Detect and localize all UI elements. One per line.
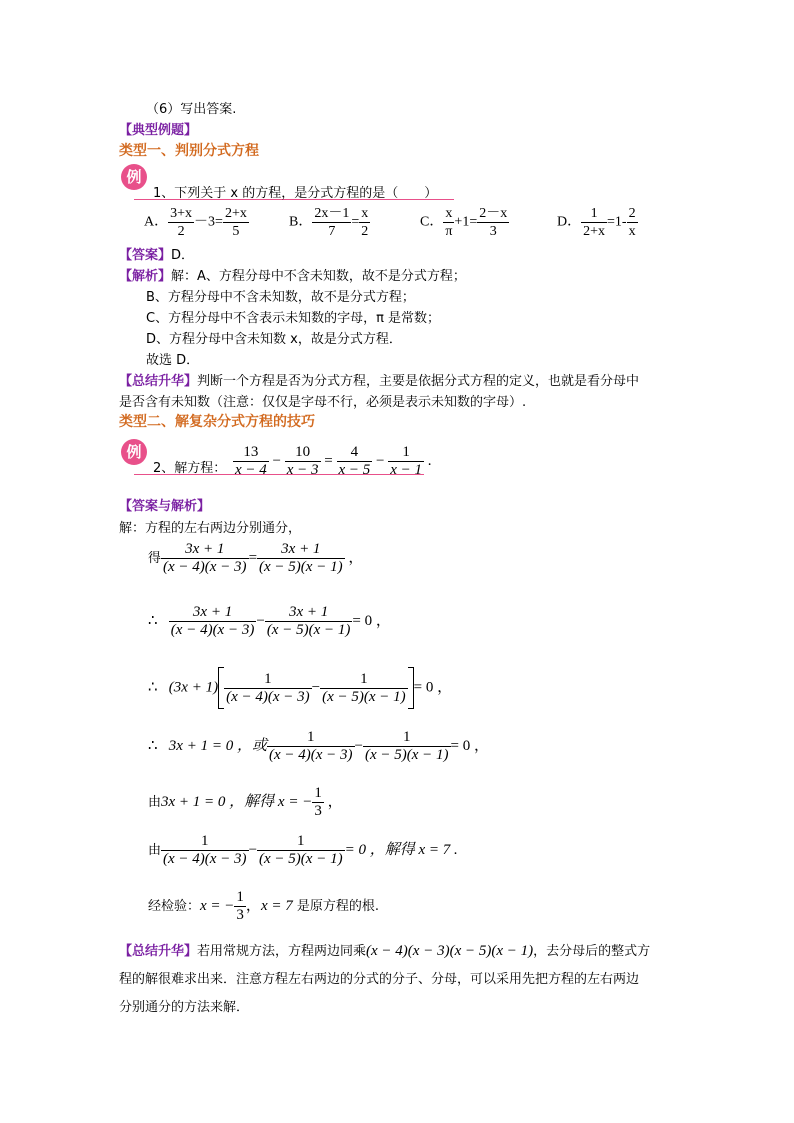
verification: 经检验：x = − $\frac{1}{3}$ ，x = 7 是原方程的根. <box>148 889 379 923</box>
step-root-2: 由 $\frac{1}{(x - 4)(x - 3)}$ − $\frac{1}{(x - 5)(x - 1)}$ = 0 ，解得 x = 7 . <box>148 833 458 867</box>
analysis-line-1: 【解析】解：A、方程分母中不含未知数，故不是分式方程； <box>119 269 466 284</box>
solution-intro: 解：方程的左右两边分别通分， <box>119 521 302 536</box>
answer-1: 【答案】D． <box>119 248 195 263</box>
section-heading-examples: 【典型例题】 <box>119 123 198 138</box>
step-difference: ∴ $\frac{3x + 1}{(x - 4)(x - 3)}$ − $\frac{3x + 1}{(x - 5)(x - 1)}$ = 0 ， <box>148 604 391 638</box>
summary-1-line-2: 是否含有未知数（注意：仅仅是字母不行，必须是表示未知数的字母）. <box>119 395 527 410</box>
answer-analysis-label: 【答案与解析】 <box>119 499 211 514</box>
analysis-line-3: C、方程分母中不含表示未知数的字母，π 是常数； <box>146 311 441 326</box>
step-common-denominator: 得 $\frac{3x + 1}{(x - 4)(x - 3)}$ = $\frac{3x + 1}{(x - 5)(x - 1)}$ ， <box>148 541 364 575</box>
option-d: D． $\frac{1}{2+x}$ =1- $\frac{2}{x}$ <box>557 206 636 239</box>
step-factor: ∴ (3x + 1) $\frac{1}{(x - 4)(x - 3)}$ − $\frac{1}{(x - 5)(x - 1)}$ = 0 ， <box>148 667 452 709</box>
option-a: A． $\frac{3+x}{2}$ －3= $\frac{2+x}{5}$ <box>144 206 247 239</box>
question-2: 2、解方程： <box>153 461 227 476</box>
question-1: 1、下列关于 x 的方程，是分式方程的是（ ） <box>153 186 438 201</box>
example-badge-icon: 例 <box>121 164 147 190</box>
summary-2-line-1: 【总结升华】若用常规方法，方程两边同乘(x − 4)(x − 3)(x − 5)(x − 1)，去分母后的整式方 <box>119 943 651 959</box>
step-root-1: 由3x + 1 = 0 ，解得 x = − $\frac{1}{3}$ ， <box>148 785 343 819</box>
analysis-line-4: D、方程分母中含未知数 x，故是分式方程． <box>146 332 402 347</box>
step-6: （6）写出答案. <box>146 102 237 117</box>
summary-2-line-2: 程的解很难求出来．注意方程左右两边的分式的分子、分母，可以采用先把方程的左右两边 <box>119 972 640 987</box>
summary-2-line-3: 分别通分的方法来解． <box>119 1000 250 1015</box>
type1-heading: 类型一、判别分式方程 <box>119 143 259 159</box>
analysis-line-5: 故选 D． <box>146 353 200 368</box>
option-b: B． $\frac{2x-1}{7}$ = $\frac{x}{2}$ <box>289 206 369 239</box>
analysis-line-2: B、方程分母中不含未知数，故不是分式方程； <box>146 290 415 305</box>
example-badge-icon: 例 <box>121 439 147 465</box>
type2-heading: 类型二、解复杂分式方程的技巧 <box>119 414 315 430</box>
question-2-equation: $\frac{13}{x - 4}$ − $\frac{10}{x - 3}$ = $\frac{4}{x - 5}$ − $\frac{1}{x - 1}$ . <box>235 444 432 478</box>
option-c: C． $\frac{x}{\pi}$ +1= $\frac{2-x}{3}$ <box>420 206 508 239</box>
step-split: ∴ 3x + 1 = 0 ，或 $\frac{1}{(x - 4)(x - 3)}$ − $\frac{1}{(x - 5)(x - 1)}$ = 0 ， <box>148 729 489 763</box>
summary-1-line-1: 【总结升华】判断一个方程是否为分式方程，主要是依据分式方程的定义，也就是看分母中 <box>119 374 640 389</box>
